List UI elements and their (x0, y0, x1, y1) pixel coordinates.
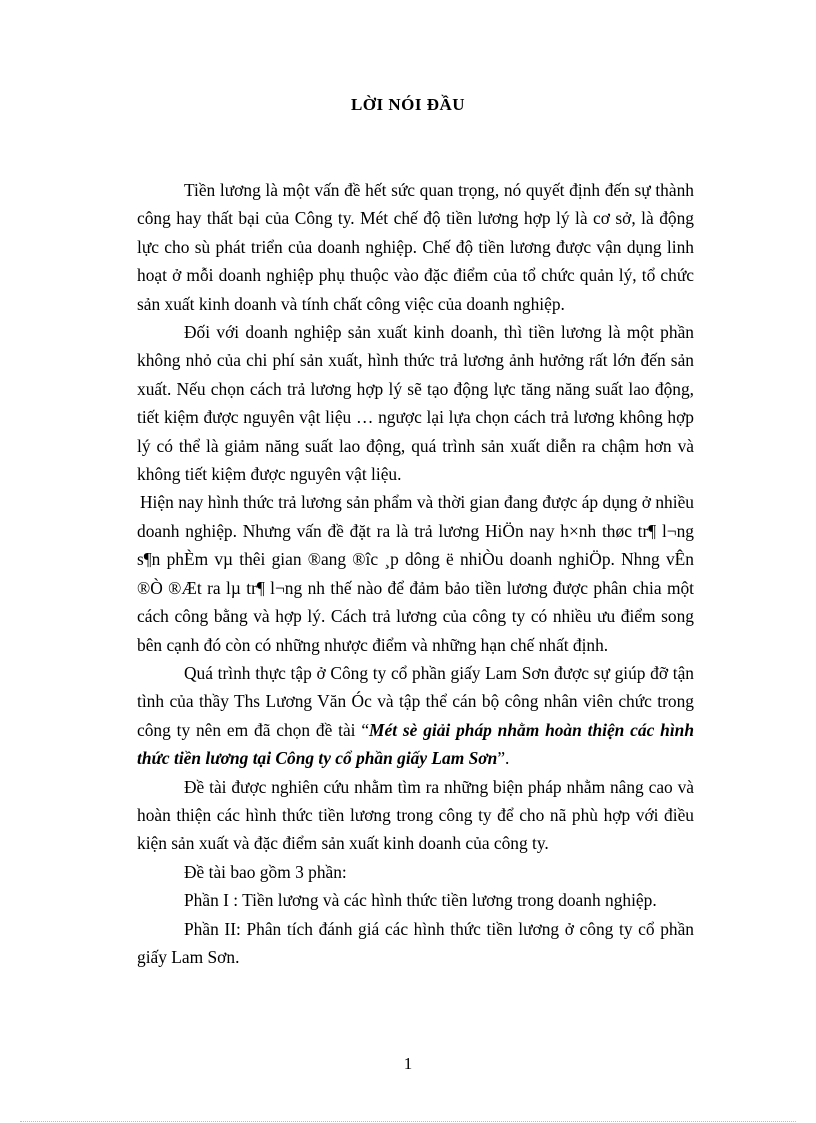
document-body (137, 176, 694, 971)
thesis-topic: Mét sè giải pháp nhằm hoàn thiện các hình thức tiền lương tại Công ty cổ phần giấy Lam Sơn (137, 719, 694, 769)
page-number: 1 (403, 1054, 413, 1073)
paragraph-6: Đề tài bao gồm 3 phần: (184, 861, 347, 882)
paragraph-5: Đề tài được nghiên cứu nhằm tìm ra những biện pháp nhằm nâng cao và hoàn thiện các hình thức tiền lương trong công ty để cho nã phù hợp với điều kiện sản xuất và đặc điểm sản xuất kinh doanh của công ty. (137, 776, 694, 854)
paragraph-3: Hiện nay hình thức trả lương sản phẩm và thời gian đang được áp dụng ở nhiều doanh nghiệp. Nhưng vấn đề đặt ra là trả lương HiÖn nay h×nh thøc tr¶ l¬ng s¶n phÈm vµ thêi gian ®ang ®îc ¸p dông ë nhiÒu doanh nghiÖp. Nhng vÊn ®Ò ®Æt ra lµ tr¶ l¬ng nh thế nào để đảm bảo tiền lương được phân chia một cách công bằng và hợp lý. Cách trả lương của công ty có nhiều ưu điểm song bên cạnh đó còn có những nhược điểm và những hạn chế nhất định. (137, 492, 694, 655)
paragraph-4 (137, 659, 694, 773)
paragraph-7: Phần I : Tiền lương và các hình thức tiền lương trong doanh nghiệp. (184, 890, 657, 911)
paragraph-2: Đối với doanh nghiệp sản xuất kinh doanh, thì tiền lương là một phần không nhỏ của chi phí sản xuất, hình thức trả lương ảnh hưởng rất lớn đến sản xuất. Nếu chọn cách trả lương hợp lý sẽ tạo động lực tăng năng suất lao động, tiết kiệm được nguyên vật liệu … ngược lại lựa chọn cách trả lương không hợp lý có thể là giảm năng suất lao động, quá trình sản xuất diễn ra chậm hơn và không tiết kiệm được nguyên vật liệu. (137, 322, 694, 485)
page-title: LỜI NÓI ĐẦU (350, 95, 466, 114)
paragraph-4-end: ”. (497, 748, 510, 769)
page-bottom-divider (20, 1121, 796, 1122)
paragraph-1: Tiền lương là một vấn đề hết sức quan trọng, nó quyết định đến sự thành công hay thất bại của Công ty. Mét chế độ tiền lương hợp lý là cơ sở, là động lực cho sù phát triển của doanh nghiệp. Chế độ tiền lương được vận dụng linh hoạt ở mỗi doanh nghiệp phụ thuộc vào đặc điểm của tổ chức quản lý, tổ chức sản xuất kinh doanh và tính chất công việc của doanh nghiệp. (137, 180, 694, 314)
paragraph-4-start: Quá trình thực tập ở Công ty cổ phần giấy Lam Sơn được sự giúp đỡ tận tình của thầy Ths Lương Văn Óc và tập thể cán bộ công nhân viên chức trong công ty nên em đã chọn đề tài “ (137, 662, 694, 740)
paragraph-8: Phần II: Phân tích đánh giá các hình thức tiền lương ở công ty cổ phần giấy Lam Sơn. (137, 918, 694, 967)
